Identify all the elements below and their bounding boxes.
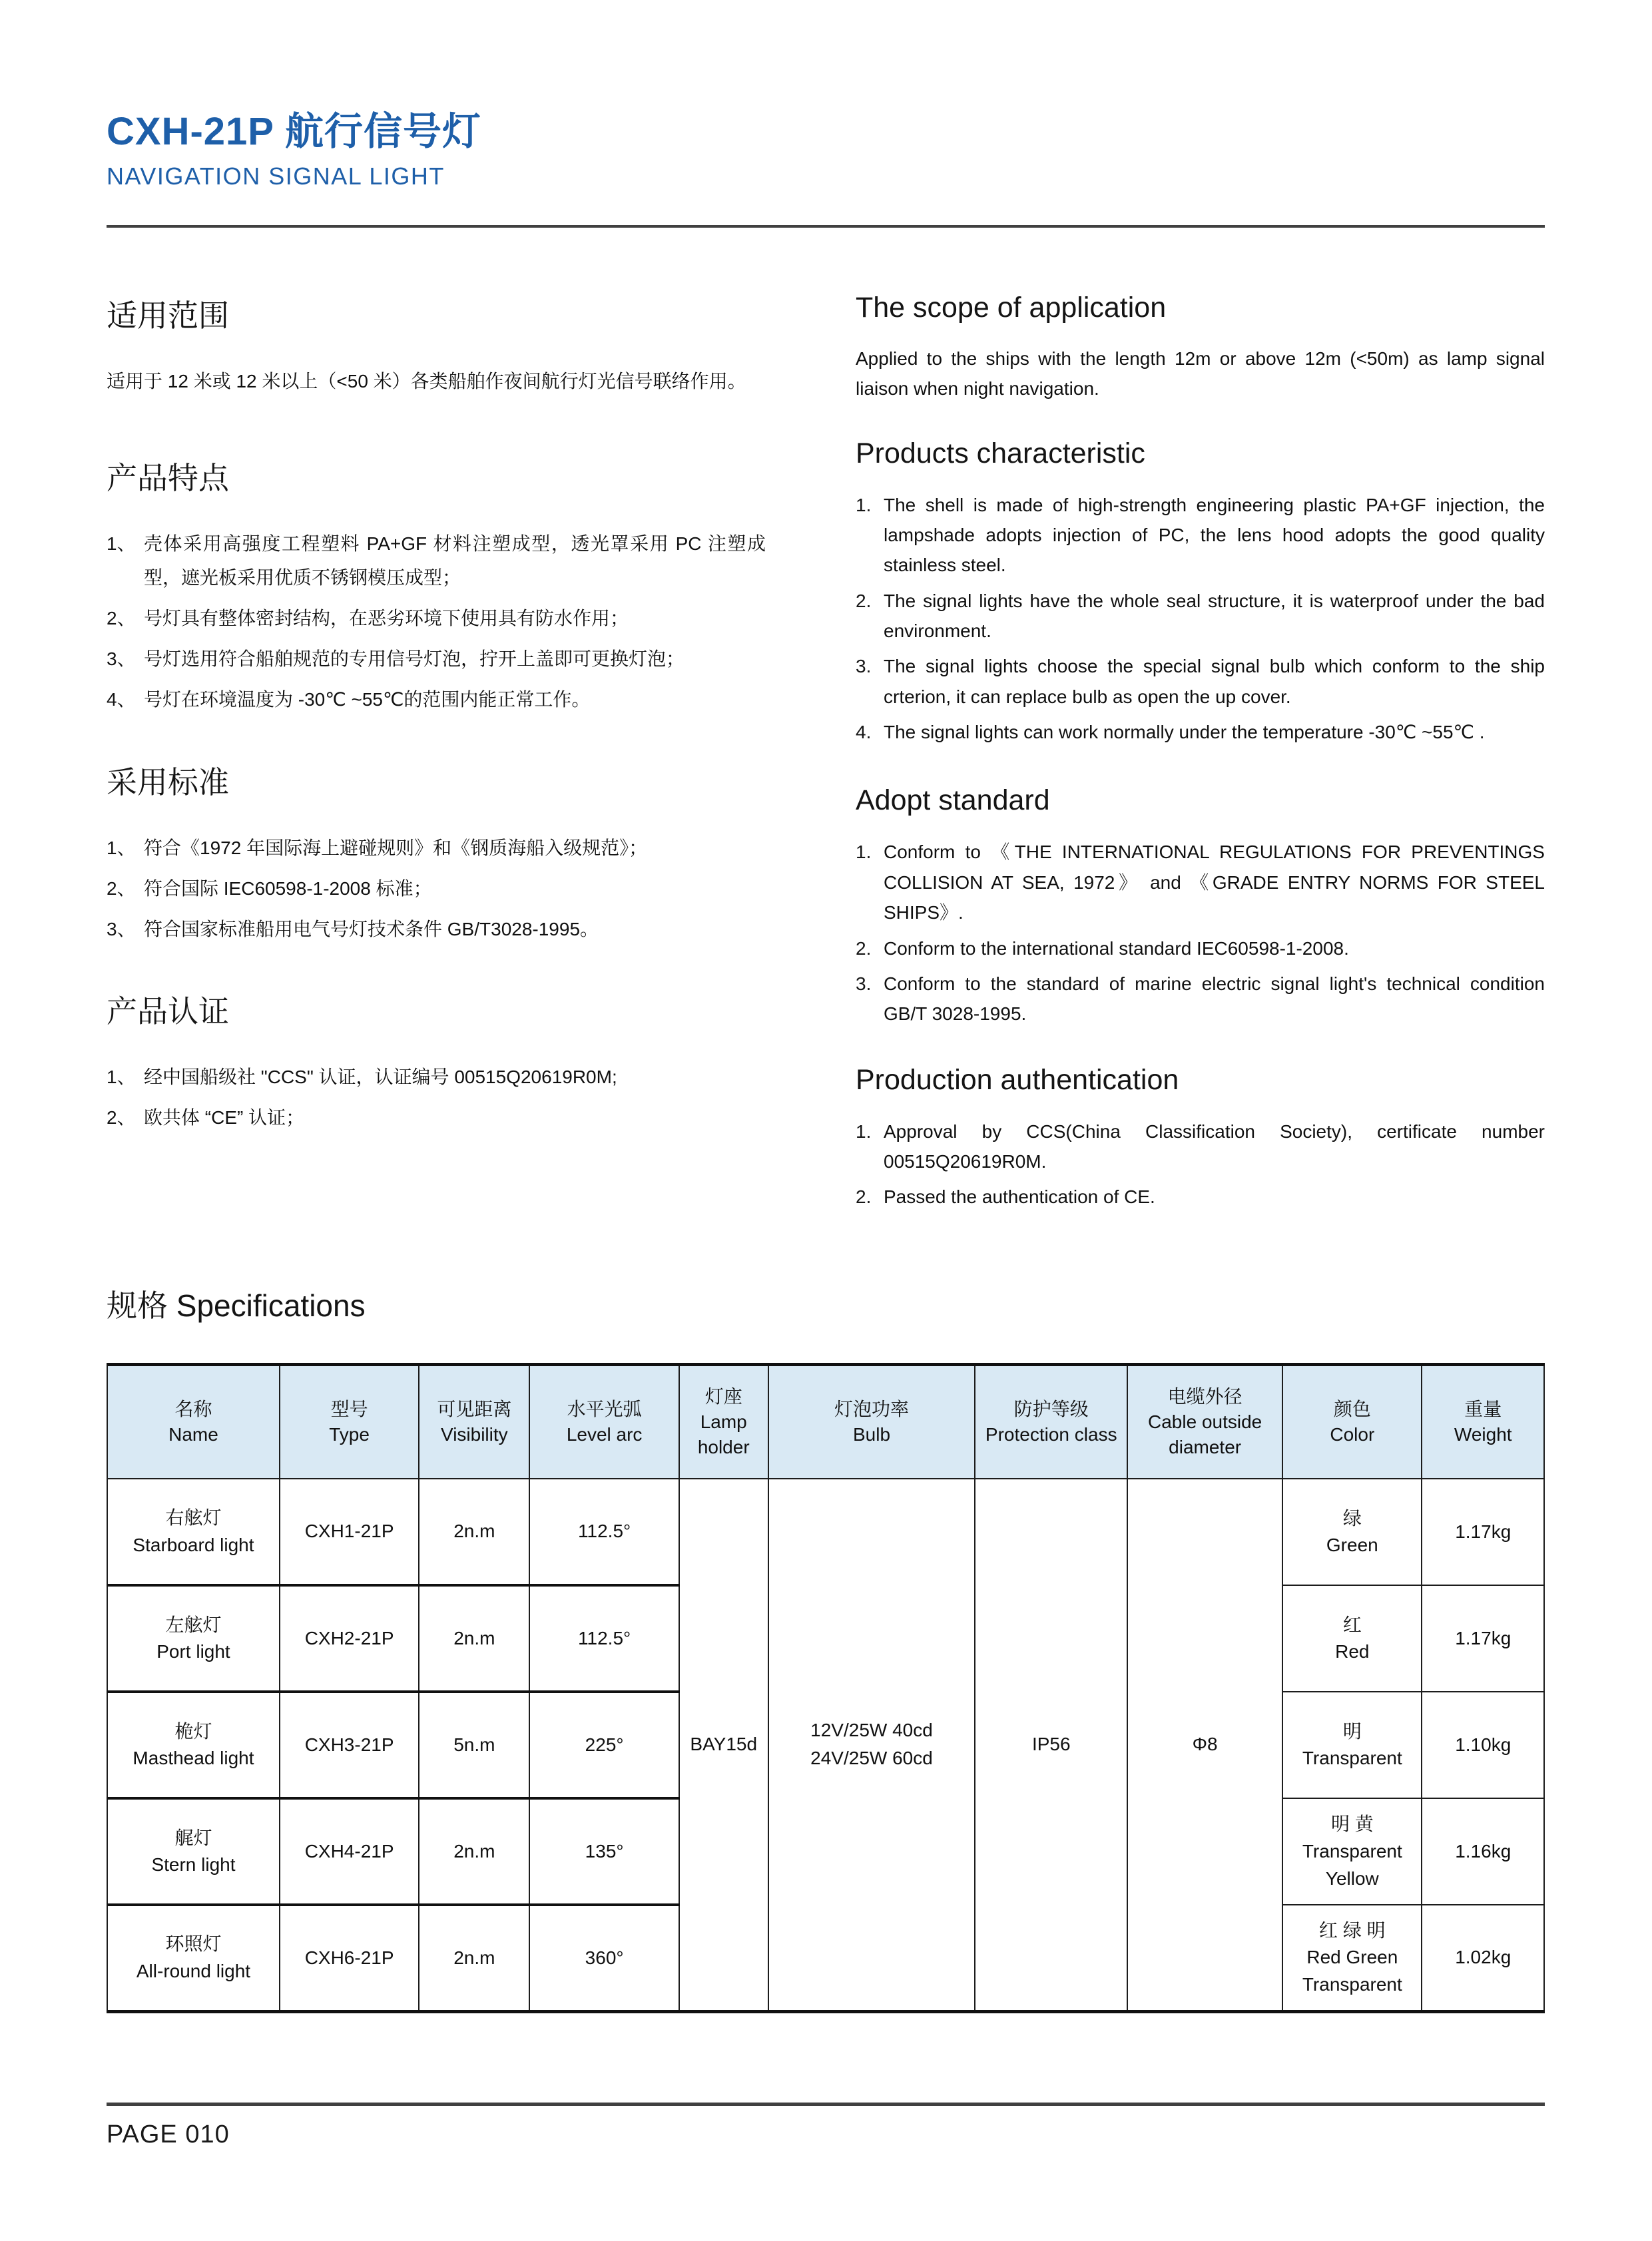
col-header-bulb (768, 1364, 975, 1479)
col-header-cn: 名称 (174, 1399, 212, 1420)
col-header-en: Protection class (985, 1423, 1117, 1445)
col-header-cn: 型号 (330, 1399, 368, 1420)
page-header (107, 100, 1545, 228)
cell-name-cn: 右舷灯 (165, 1507, 222, 1529)
cell-color-cn: 明 黄 (1330, 1814, 1374, 1835)
col-header-en: Name (168, 1423, 218, 1445)
cell-visibility: 2n.m (419, 1479, 529, 1585)
cell-name (107, 1905, 280, 2011)
cell-type: CXH2-21P (280, 1585, 419, 1692)
cell-name-en: Port light (156, 1641, 230, 1662)
bulb-line-1: 12V/25W 40cd (810, 1720, 933, 1741)
section-heading: 适用范围 (107, 298, 229, 333)
col-header-en: Level arc (566, 1423, 643, 1445)
col-header-cn: 灯座 (704, 1386, 742, 1407)
cell-color-en: Transparent Yellow (1302, 1840, 1402, 1889)
cell-name-en: Starboard light (133, 1534, 254, 1555)
col-header-cable-diameter (1127, 1364, 1282, 1479)
cell-name (107, 1585, 280, 1692)
characteristics-list (856, 490, 1545, 748)
page-subtitle: NAVIGATION SIGNAL LIGHT (107, 162, 445, 190)
list-item-text: 符合国家标准船用电气号灯技术条件 GB/T3028-1995。 (144, 918, 599, 939)
table-header-row (107, 1364, 1544, 1479)
col-header-cn: 水平光弧 (567, 1399, 642, 1420)
col-header-cn: 电缆外径 (1167, 1386, 1242, 1407)
bulb-line-2: 24V/25W 60cd (810, 1748, 933, 1769)
col-header-lamp-holder (679, 1364, 768, 1479)
section-heading: 产品特点 (107, 460, 229, 495)
section-authentication-en (856, 1064, 1545, 1212)
header-divider (107, 225, 1545, 228)
feature-list (107, 527, 766, 717)
cell-protection-class: IP56 (975, 1479, 1127, 2011)
cell-color (1282, 1585, 1422, 1692)
cell-color-cn: 红 (1342, 1614, 1362, 1635)
list-item-number: 4. (856, 722, 872, 743)
cell-color-en: Transparent (1302, 1748, 1402, 1769)
list-item-text: 符合国际 IEC60598-1-2008 标准； (144, 877, 432, 899)
section-scope-en (856, 292, 1545, 404)
list-item (107, 683, 766, 717)
list-item (107, 832, 766, 866)
list-item (856, 651, 1545, 712)
col-header-cn: 可见距离 (437, 1399, 512, 1420)
section-paragraph: 适用于 12 米或 12 米以上（<50 米）各类船舶作夜间航行灯光信号联络作用。 (107, 371, 746, 391)
list-item-text: 欧共体 “CE” 认证； (144, 1107, 305, 1128)
col-header-color (1282, 1364, 1422, 1479)
cell-level-arc: 225° (529, 1692, 679, 1798)
section-features-cn (107, 454, 766, 717)
cell-color-en: Green (1326, 1535, 1378, 1556)
cell-cable-diameter: Φ8 (1127, 1479, 1282, 2011)
certification-list (107, 1061, 766, 1135)
table-row (107, 1479, 1544, 1585)
cell-name-en: Stern light (151, 1854, 236, 1875)
list-item (856, 490, 1545, 581)
cell-color-cn: 绿 (1342, 1507, 1362, 1529)
list-item (856, 717, 1545, 747)
section-scope-cn (107, 292, 766, 398)
col-header-name (107, 1364, 280, 1479)
col-header-visibility (419, 1364, 529, 1479)
list-item-text: The signal lights can work normally under the temperature -30℃ ~55℃ . (884, 722, 1485, 743)
col-header-en: Type (329, 1423, 370, 1445)
col-header-en: Lamp holder (697, 1411, 750, 1457)
cell-type: CXH3-21P (280, 1692, 419, 1798)
section-paragraph: Applied to the ships with the length 12m or above 12m (<50m) as lamp signal liaison when night navigation. (856, 348, 1545, 399)
list-item-number: 3、 (107, 648, 136, 669)
cell-visibility: 2n.m (419, 1798, 529, 1905)
cell-name-cn: 环照灯 (165, 1933, 222, 1955)
list-item-text: Approval by CCS(China Classification Society), certificate number 00515Q20619R0M. (884, 1120, 1545, 1172)
list-item (856, 933, 1545, 963)
section-heading: Products characteristic (856, 437, 1145, 469)
list-item-number: 2、 (107, 877, 136, 899)
list-item-number: 3. (856, 973, 872, 994)
authentication-list (856, 1117, 1545, 1212)
cell-color (1282, 1798, 1422, 1905)
cell-color (1282, 1905, 1422, 2011)
cell-color-en: Red Green Transparent (1302, 1947, 1402, 1995)
col-header-en: Visibility (441, 1423, 508, 1445)
cell-level-arc: 112.5° (529, 1585, 679, 1692)
section-standards-en (856, 784, 1545, 1029)
cell-color (1282, 1479, 1422, 1585)
section-standards-cn (107, 758, 766, 947)
standards-list (107, 832, 766, 947)
cell-level-arc: 360° (529, 1905, 679, 2011)
cell-name-cn: 左舷灯 (165, 1614, 222, 1635)
list-item-number: 1. (856, 494, 872, 515)
list-item (107, 1061, 766, 1095)
cell-bulb (768, 1479, 975, 2011)
section-certification-cn (107, 987, 766, 1135)
list-item-number: 4、 (107, 688, 136, 710)
list-item (107, 872, 766, 906)
english-column (856, 292, 1545, 1218)
cell-weight: 1.17kg (1422, 1585, 1544, 1692)
list-item (856, 586, 1545, 646)
list-item (107, 602, 766, 636)
section-heading: 产品认证 (107, 994, 229, 1029)
list-item-text: The signal lights choose the special signal bulb which conform to the ship crterion, it can replace bulb as open the up cover. (884, 656, 1545, 707)
footer-divider (107, 2103, 1545, 2106)
list-item (856, 837, 1545, 927)
cell-color-cn: 红 绿 明 (1319, 1919, 1386, 1941)
col-header-cn: 灯泡功率 (834, 1399, 909, 1420)
list-item-number: 2. (856, 590, 872, 611)
adopt-standard-list (856, 837, 1545, 1029)
list-item-number: 1. (856, 842, 872, 863)
list-item-number: 2. (856, 1186, 872, 1208)
cell-visibility: 2n.m (419, 1585, 529, 1692)
cell-level-arc: 112.5° (529, 1479, 679, 1585)
page-footer (107, 2103, 1545, 2149)
page-title: CXH-21P 航行信号灯 (107, 110, 482, 153)
cell-color-en: Red (1335, 1641, 1370, 1662)
list-item-text: Conform to the standard of marine electric signal light's technical condition GB/T 3028-1995. (884, 973, 1545, 1025)
specifications-table (107, 1363, 1545, 2013)
cell-type: CXH4-21P (280, 1798, 419, 1905)
list-item-text: 号灯在环境温度为 -30℃ ~55℃的范围内能正常工作。 (144, 688, 591, 710)
cell-name-en: All-round light (136, 1960, 251, 1981)
content-columns (107, 292, 1545, 1218)
cell-name-cn: 艉灯 (174, 1827, 212, 1848)
col-header-en: Weight (1454, 1423, 1512, 1445)
col-header-en: Cable outside diameter (1148, 1411, 1262, 1457)
cell-name-cn: 桅灯 (174, 1720, 212, 1742)
section-heading: Production authentication (856, 1063, 1179, 1096)
col-header-protection-class (975, 1364, 1127, 1479)
section-heading: Adopt standard (856, 784, 1050, 817)
cell-lamp-holder: BAY15d (679, 1479, 768, 2011)
list-item-number: 2、 (107, 607, 136, 628)
cell-visibility: 5n.m (419, 1692, 529, 1798)
list-item-number: 1、 (107, 1067, 136, 1088)
list-item-number: 1、 (107, 837, 136, 858)
list-item-text: 号灯具有整体密封结构，在恶劣环境下使用具有防水作用； (144, 607, 629, 628)
list-item-text: The signal lights have the whole seal structure, it is waterproof under the bad environment. (884, 590, 1545, 642)
list-item-text: The shell is made of high-strength engineering plastic PA+GF injection, the lampshade adopts injection of PC, the lens hood adopts the good quality stainless steel. (884, 494, 1545, 576)
list-item-text: 号灯选用符合船舶规范的专用信号灯泡，拧开上盖即可更换灯泡； (144, 648, 685, 669)
cell-weight: 1.17kg (1422, 1479, 1544, 1585)
cell-name (107, 1798, 280, 1905)
cell-visibility: 2n.m (419, 1905, 529, 2011)
section-heading: 采用标准 (107, 764, 229, 800)
list-item-text: Passed the authentication of CE. (884, 1186, 1155, 1208)
col-header-cn: 重量 (1464, 1399, 1502, 1420)
list-item-text: 符合《1972 年国际海上避碰规则》和《钢质海船入级规范》； (144, 837, 648, 858)
cell-weight: 1.10kg (1422, 1692, 1544, 1798)
list-item-number: 3、 (107, 918, 136, 939)
list-item (856, 1182, 1545, 1212)
list-item (107, 642, 766, 676)
column-gap (766, 292, 856, 1218)
list-item-text: 壳体采用高强度工程塑料 PA+GF 材料注塑成型，透光罩采用 PC 注塑成型，遮光板采用优质不锈钢模压成型； (144, 533, 766, 588)
cell-type: CXH1-21P (280, 1479, 419, 1585)
cell-color-cn: 明 (1342, 1720, 1362, 1742)
cell-name (107, 1479, 280, 1585)
list-item (856, 969, 1545, 1029)
specifications-heading: 规格 Specifications (107, 1288, 366, 1323)
col-header-weight (1422, 1364, 1544, 1479)
cell-level-arc: 135° (529, 1798, 679, 1905)
list-item-text: Conform to 《THE INTERNATIONAL REGULATIONS FOR PREVENTINGS COLLISION AT SEA, 1972》 and 《GRADE ENTRY NORMS FOR STEEL SHIPS》. (884, 842, 1545, 923)
list-item-number: 1、 (107, 533, 136, 554)
col-header-cn: 颜色 (1333, 1399, 1371, 1420)
list-item-number: 2. (856, 937, 872, 959)
list-item-text: Conform to the international standard IEC60598-1-2008. (884, 937, 1349, 959)
col-header-cn: 防护等级 (1013, 1399, 1089, 1420)
page-number: PAGE 010 (107, 2120, 230, 2148)
list-item-number: 1. (856, 1120, 872, 1142)
chinese-column (107, 292, 766, 1218)
col-header-type (280, 1364, 419, 1479)
cell-type: CXH6-21P (280, 1905, 419, 2011)
cell-name (107, 1692, 280, 1798)
col-header-en: Color (1330, 1423, 1375, 1445)
list-item (107, 913, 766, 947)
list-item-text: 经中国船级社 "CCS" 认证，认证编号 00515Q20619R0M; (144, 1067, 617, 1088)
list-item (107, 527, 766, 595)
list-item-number: 2、 (107, 1107, 136, 1128)
col-header-en: Bulb (852, 1423, 891, 1445)
cell-name-en: Masthead light (133, 1748, 254, 1769)
section-heading: The scope of application (856, 292, 1167, 324)
cell-color (1282, 1692, 1422, 1798)
list-item (856, 1117, 1545, 1177)
section-characteristics-en (856, 437, 1545, 748)
cell-weight: 1.16kg (1422, 1798, 1544, 1905)
cell-weight: 1.02kg (1422, 1905, 1544, 2011)
list-item-number: 3. (856, 656, 872, 677)
col-header-level-arc (529, 1364, 679, 1479)
list-item (107, 1101, 766, 1135)
